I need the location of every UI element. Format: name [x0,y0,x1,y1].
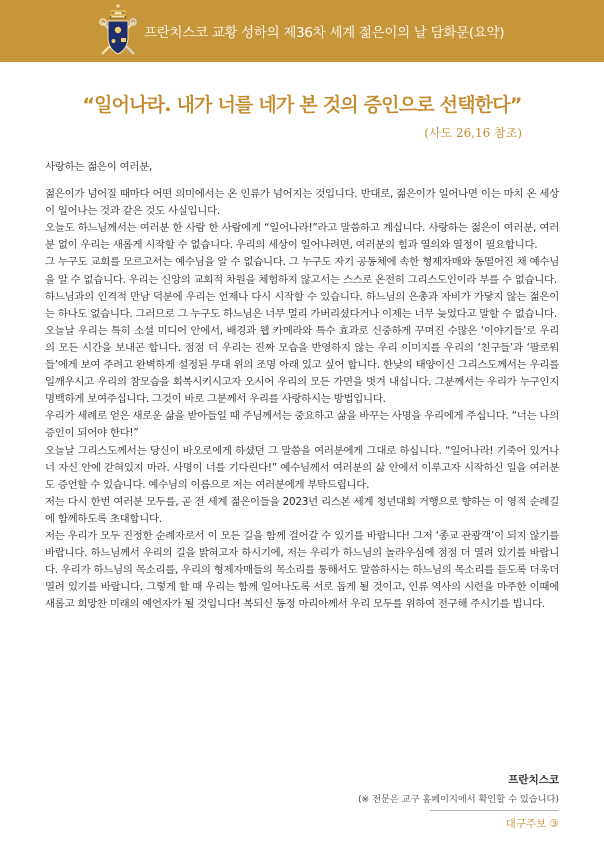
message-headline: “일어나라. 내가 너를 네가 본 것의 증인으로 선택한다” [82,94,522,116]
fulltext-note: (※ 전문은 교구 홈페이지에서 확인할 수 있습니다) [357,794,559,805]
body-paragraph: 오늘도 하느님께서는 여러분 한 사람 한 사람에게 “일어나라!”라고 말씀하고 계십니다. 사랑하는 젊은이 여러분, 여러분 없이 우리는 새롭게 시작할 수 없습니다. 우리의 세상이 일어나려면, 여러분의 힘과 열의와 열정이 필요합니다. [45,222,559,252]
body-paragraph: 우리가 세례로 얻은 새로운 삶을 받아들일 때 주님께서는 중요하고 삶을 바꾸는 사명을 우리에게 주십니다. “너는 나의 증인이 되어야 한다!” [45,410,559,440]
footer-divider [430,810,558,811]
body-paragraph: 하느님과의 인격적 만남 덕분에 우리는 언제나 다시 시작할 수 있습니다. 하느님의 은총과 자비가 가닿지 않는 젊은이는 하나도 없습니다. 그러므로 그 누구도 하느님은 너무 멀리 가버리셨다거나 이제는 너무 늦었다고 말할 수 없습니다. [45,290,559,320]
signature: 프란치스코 [508,774,559,786]
header-bar [0,0,604,62]
body-paragraph: 그 누구도 교회를 모르고서는 예수님을 알 수 없습니다. 그 누구도 자기 공동체에 속한 형제자매와 동떨어진 채 예수님을 알 수 없습니다. 우리는 신앙의 교회적 차원을 체험하지 않고서는 스스로 온전히 그리스도인이라 부를 수 없습니다. [45,256,559,286]
body-paragraph: 오늘날 우리는 특히 소셜 미디어 안에서, 배경과 웹 카메라와 특수 효과로 신중하게 꾸며진 수많은 ‘이야기들’로 우리의 모든 시간을 보내곤 합니다. 점점 더 우리는 진짜 모습을 반영하지 않는 우리 이미지를 우리의 ‘친구들’과 ‘팔로워들’에게 보여 주려고 완벽하게 설정된 무대 위의 조명 아래 있고 싶어 합니다. 한낮의 태양이신 그리스도께서는 우리를 일깨우시고 우리의 참모습을 회복시키시고자 오시어 우리의 모든 가면을 벗겨 내십니다. 그분께서는 우리가 누구인지 명백하게 보여주십니다. 그것이 바로 그분께서 우리를 사랑하시는 방법입니다. [45,324,559,406]
header-title: 프란치스코 교황 성하의 제36차 세계 젊은이의 날 담화문(요약) [144,25,505,41]
salutation: 사랑하는 젊은이 여러분, [45,161,153,173]
body-paragraph: 오늘날 그리스도께서는 당신이 바오로에게 하셨던 그 말씀을 여러분에게 그대로 하십니다. “일어나라! 기죽어 있거나 너 자신 안에 갇혀있지 마라. 사명이 너를 기다린다!” 예수님께서 여러분의 삶 안에서 이루고자 시작하신 일을 여러분도 증언할 수 있습니다. 예수님의 이름으로 저는 여러분에게 부탁드립니다. [45,444,559,491]
message-body [45,159,559,613]
page-footer: 대구주보 ③ [505,818,559,830]
body-paragraph: 저는 다시 한번 여러분 모두를, 곧 전 세계 젊은이들을 2023년 리스본 세계 청년대회 거행으로 향하는 이 영적 순례길에 함께하도록 초대합니다. [45,495,559,525]
body-paragraph: 젊은이가 넘어질 때마다 어떤 의미에서는 온 인류가 넘어지는 것입니다. 반대로, 젊은이가 일어나면 이는 마치 온 세상이 일어나는 것과 같은 것도 사실입니다. [45,188,559,218]
body-paragraph: 저는 우리가 모두 진정한 순례자로서 이 모든 길을 함께 걸어갈 수 있기를 바랍니다! 그저 ‘종교 관광객’이 되지 않기를 바랍니다. 하느님께서 우리의 길을 밝혀고자 하시기에, 저는 우리가 하느님의 놀라우심에 점점 더 열려 있기를 바랍니다. 우리가 하느님의 목소리를, 우리의 형제자매들의 목소리를 통해서도 말씀하시는 하느님의 목소리를 듣도록 더욱더 열려 있기를 바랍니다. 그렇게 할 때 우리는 함께 일어나도록 서로 돕게 될 것이고, 인류 역사의 시련을 마주한 이때에 새롭고 희망찬 미래의 예언자가 될 것입니다! 복되신 동정 마리아께서 우리 모두를 위하여 전구해 주시기를 빕니다. [45,529,559,611]
papal-emblem-icon [99,4,137,58]
scripture-citation: (사도 26,16 참조) [424,126,522,140]
